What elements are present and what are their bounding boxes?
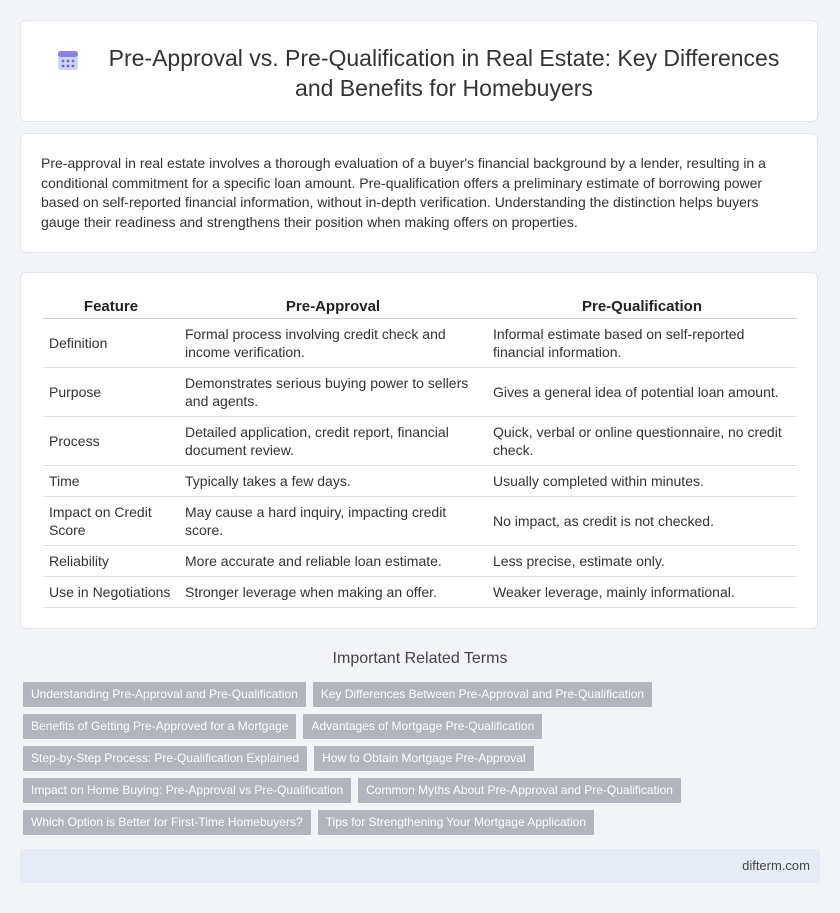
table-row bbox=[43, 546, 797, 577]
pre-approval-cell: Detailed application, credit report, financial document review. bbox=[179, 417, 487, 466]
table-row bbox=[43, 466, 797, 497]
pre-qualification-cell: Quick, verbal or online questionnaire, no credit check. bbox=[487, 417, 797, 466]
pre-qualification-cell: Less precise, estimate only. bbox=[487, 546, 797, 577]
feature-cell: Reliability bbox=[43, 546, 179, 577]
header-pre-qualification: Pre-Qualification bbox=[487, 293, 797, 319]
pre-approval-cell: More accurate and reliable loan estimate. bbox=[179, 546, 487, 577]
pre-qualification-cell: Weaker leverage, mainly informational. bbox=[487, 577, 797, 608]
related-terms-row bbox=[23, 746, 823, 778]
feature-cell: Time bbox=[43, 466, 179, 497]
intro-text: Pre-approval in real estate involves a thorough evaluation of a buyer's financial background by a lender, resulting in a conditional commitment for a specific loan amount. Pre-qualification offers a preliminary estimate of borrowing power based on self-reported financial information, without in-depth verification. Understanding the distinction helps buyers gauge their readiness and strengthens their position when making offers on properties. bbox=[41, 155, 766, 230]
related-term-tag[interactable]: How to Obtain Mortgage Pre-Approval bbox=[314, 746, 533, 771]
pre-qualification-cell: No impact, as credit is not checked. bbox=[487, 497, 797, 546]
related-term-tag[interactable]: Impact on Home Buying: Pre-Approval vs Pre-Qualification bbox=[23, 778, 351, 803]
pre-approval-cell: Formal process involving credit check and income verification. bbox=[179, 319, 487, 368]
page-title: Pre-Approval vs. Pre-Qualification in Real Estate: Key Differences and Benefits for Homebuyers bbox=[108, 45, 780, 101]
pre-qualification-cell: Usually completed within minutes. bbox=[487, 466, 797, 497]
header-card bbox=[20, 20, 818, 122]
feature-cell: Use in Negotiations bbox=[43, 577, 179, 608]
pre-approval-cell: Stronger leverage when making an offer. bbox=[179, 577, 487, 608]
header-feature: Feature bbox=[43, 293, 179, 319]
feature-cell: Definition bbox=[43, 319, 179, 368]
related-terms-row bbox=[23, 778, 823, 810]
feature-cell: Purpose bbox=[43, 368, 179, 417]
pre-approval-cell: May cause a hard inquiry, impacting credit score. bbox=[179, 497, 487, 546]
related-term-tag[interactable]: Benefits of Getting Pre-Approved for a Mortgage bbox=[23, 714, 296, 739]
intro-card bbox=[20, 133, 818, 253]
related-terms-title: Important Related Terms bbox=[332, 650, 508, 667]
related-term-tag[interactable]: Which Option is Better for First-Time Homebuyers? bbox=[23, 810, 311, 835]
table-row bbox=[43, 368, 797, 417]
calendar-grid-icon bbox=[56, 48, 80, 72]
comparison-card bbox=[20, 272, 818, 629]
footer-site[interactable]: difterm.com bbox=[742, 858, 810, 873]
related-terms-row bbox=[23, 810, 823, 842]
table-header-row bbox=[43, 293, 797, 319]
comparison-table bbox=[43, 293, 797, 608]
related-term-tag[interactable]: Common Myths About Pre-Approval and Pre-Qualification bbox=[358, 778, 681, 803]
pre-approval-cell: Demonstrates serious buying power to sellers and agents. bbox=[179, 368, 487, 417]
table-row bbox=[43, 577, 797, 608]
pre-qualification-cell: Gives a general idea of potential loan amount. bbox=[487, 368, 797, 417]
related-term-tag[interactable]: Advantages of Mortgage Pre-Qualification bbox=[303, 714, 542, 739]
table-row bbox=[43, 497, 797, 546]
related-term-tag[interactable]: Tips for Strengthening Your Mortgage Application bbox=[318, 810, 594, 835]
pre-approval-cell: Typically takes a few days. bbox=[179, 466, 487, 497]
related-terms-list bbox=[23, 682, 823, 842]
related-terms-row bbox=[23, 714, 823, 746]
related-terms-row bbox=[23, 682, 823, 714]
feature-cell: Impact on Credit Score bbox=[43, 497, 179, 546]
related-term-tag[interactable]: Understanding Pre-Approval and Pre-Qualification bbox=[23, 682, 306, 707]
related-term-tag[interactable]: Step-by-Step Process: Pre-Qualification Explained bbox=[23, 746, 307, 771]
header-pre-approval: Pre-Approval bbox=[179, 293, 487, 319]
table-row bbox=[43, 417, 797, 466]
related-term-tag[interactable]: Key Differences Between Pre-Approval and Pre-Qualification bbox=[313, 682, 652, 707]
footer bbox=[20, 849, 820, 883]
feature-cell: Process bbox=[43, 417, 179, 466]
pre-qualification-cell: Informal estimate based on self-reported financial information. bbox=[487, 319, 797, 368]
table-row bbox=[43, 319, 797, 368]
